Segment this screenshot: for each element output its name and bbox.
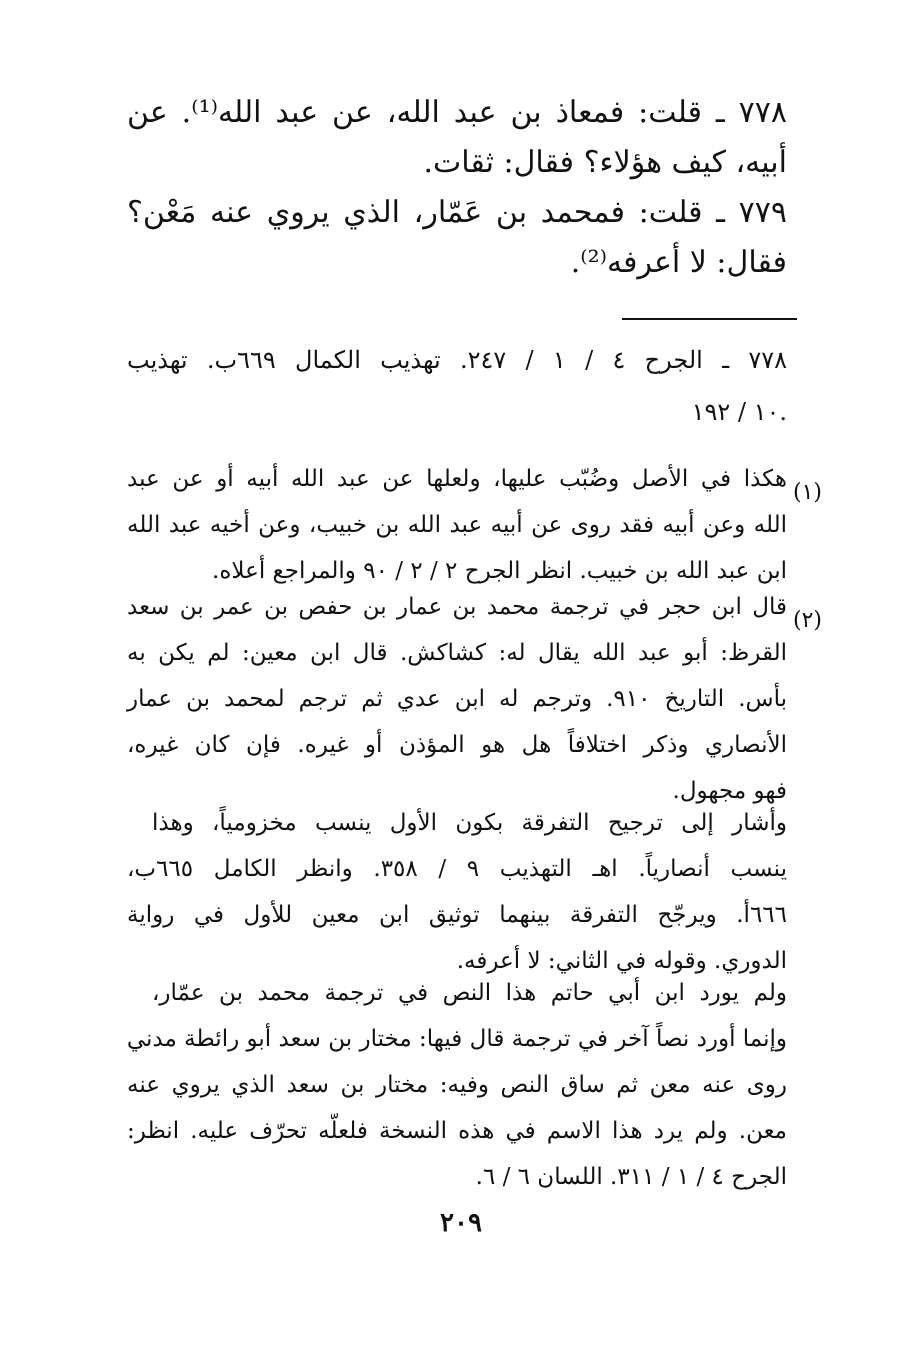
main-text-line-3: ٧٧٩ ـ قلت: فمحمد بن عَمّار، الذي يروي عنه مَعْن؟ bbox=[127, 195, 787, 230]
main-text-line-4: فقال: لا أعرفه⁽²⁾. bbox=[570, 245, 787, 280]
reference-line-2: ١٠ / ١٩٢. bbox=[691, 398, 787, 426]
footnote-1-line: ابن عبد الله بن خبيب. انظر الجرح ٢ / ٢ / ٩٠ والمراجع أعلاه. bbox=[212, 558, 787, 584]
footnote-2-line: الأنصاري وذكر اختلافاً هل هو المؤذن أو غيره. فإن كان غيره، bbox=[127, 732, 787, 758]
footnote-2-line: معن. ولم يرد هذا الاسم في هذه النسخة فلعلّه تحرّف عليه. انظر: bbox=[127, 1118, 787, 1144]
footnote-2-line: قال ابن حجر في ترجمة محمد بن عمار بن حفص بن عمر بن سعد bbox=[127, 594, 787, 620]
footnote-2-line: وإنما أورد نصاً آخر في ترجمة قال فيها: مختار بن سعد أبو رائطة مدني bbox=[126, 1026, 787, 1052]
footnote-1-line: هكذا في الأصل وضُبّب عليها، ولعلها عن عبد الله أبيه أو عن عبد bbox=[127, 466, 787, 492]
footnote-2-line: ينسب أنصارياً. اهـ التهذيب ٩ / ٣٥٨. وانظر الكامل ٦٦٥ب، bbox=[127, 856, 787, 882]
main-text-line-1: ٧٧٨ ـ قلت: فمعاذ بن عبد الله، عن عبد الله⁽¹⁾. عن bbox=[127, 95, 787, 130]
footnote-2-line: ولم يورد ابن أبي حاتم هذا النص في ترجمة محمد بن عمّار، bbox=[152, 980, 787, 1006]
footnote-2-line: وأشار إلى ترجيح التفرقة بكون الأول ينسب مخزومياً، وهذا bbox=[152, 810, 787, 836]
footnote-2-line: بأس. التاريخ ٩١٠. وترجم له ابن عدي ثم ترجم لمحمد بن عمار bbox=[127, 686, 787, 712]
page-number: ٢٠٩ bbox=[440, 1208, 482, 1238]
footnote-2-line: القرظ: أبو عبد الله يقال له: كشاكش. قال ابن معين: لم يكن به bbox=[127, 640, 787, 666]
footnote-2-marker: (٢) bbox=[792, 608, 822, 633]
footnote-2-line: الدوري. وقوله في الثاني: لا أعرفه. bbox=[456, 948, 787, 974]
footnote-2-line: الجرح ٤ / ١ / ٣١١. اللسان ٦ / ٦. bbox=[475, 1164, 787, 1190]
main-text-line-2: أبيه، كيف هؤلاء؟ فقال: ثقات. bbox=[423, 145, 787, 180]
footnote-2-line: فهو مجهول. bbox=[672, 778, 787, 804]
footnote-1-line: الله وعن أبيه فقد روى عن أبيه عبد الله بن خبيب، وعن أخيه عبد الله bbox=[127, 512, 787, 538]
footnote-1-marker: (١) bbox=[792, 480, 822, 505]
reference-line-1: ٧٧٨ ـ الجرح ٤ / ١ / ٢٤٧. تهذيب الكمال ٦٦٩ب. تهذيب bbox=[127, 346, 788, 374]
footnote-2-line: ٦٦٦أ. ويرجّح التفرقة بينهما توثيق ابن معين للأول في رواية bbox=[127, 902, 787, 928]
footnote-2-line: روى عنه معن ثم ساق النص وفيه: مختار بن سعد الذي يروي عنه bbox=[127, 1072, 787, 1098]
footnote-separator bbox=[622, 318, 797, 320]
